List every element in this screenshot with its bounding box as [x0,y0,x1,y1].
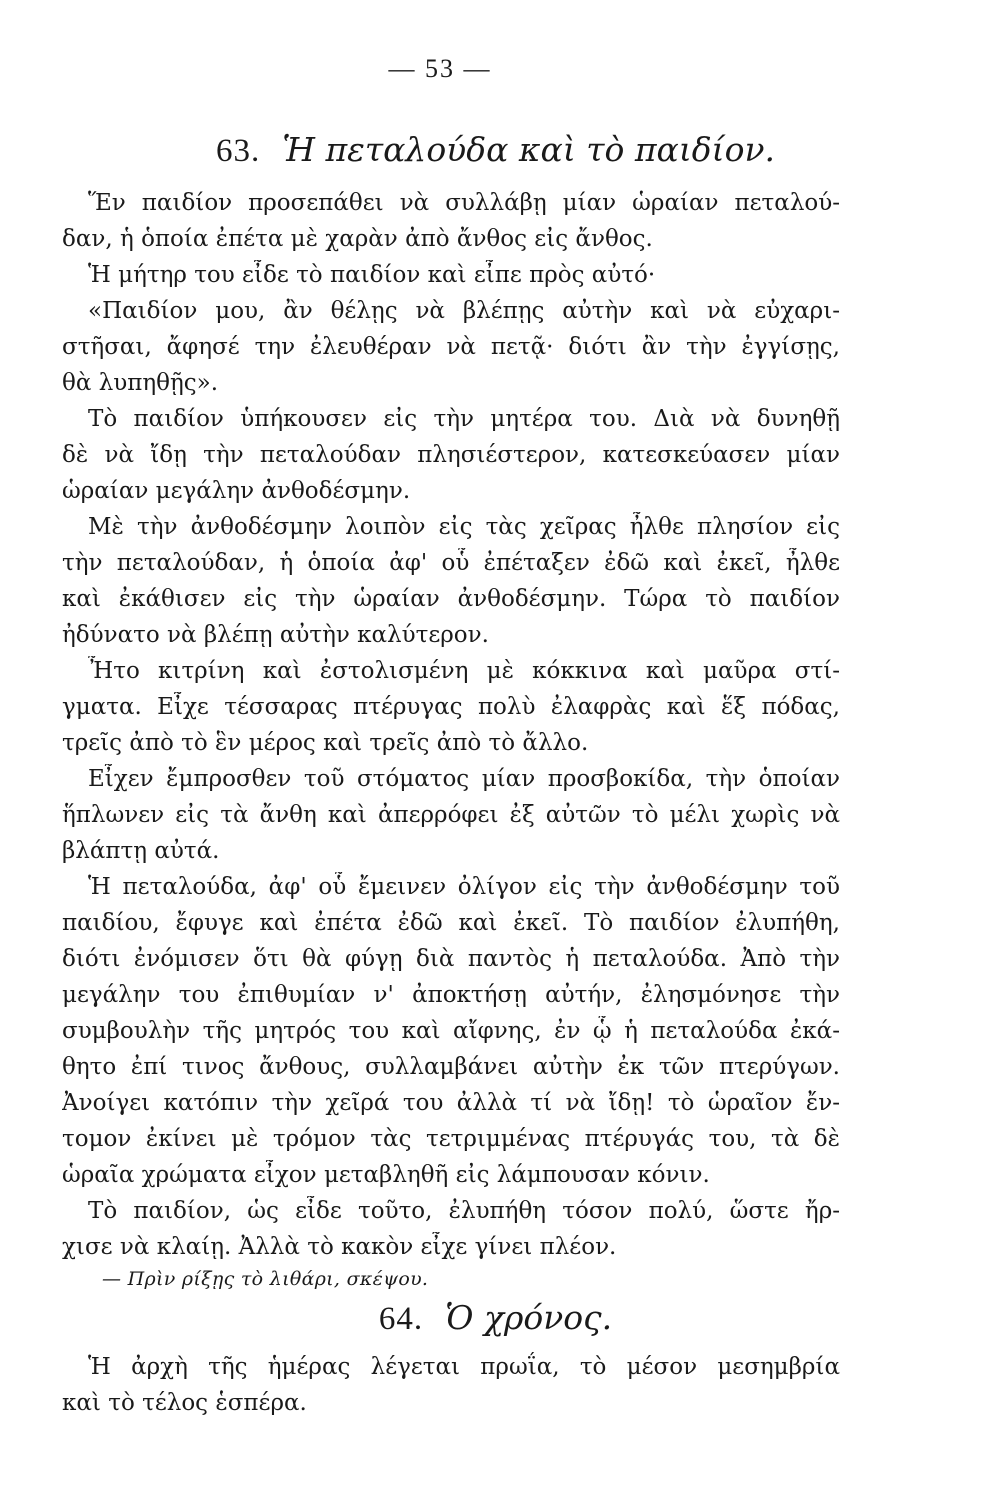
text-line: μεγάλην του ἐπιθυμίαν ν' ἀποκτήσῃ αὐτήν, ἐλησμόνησε τὴν [62,982,840,1008]
text-line: «Παιδίον μου, ἂν θέλῃς νὰ βλέπῃς αὐτὴν καὶ νὰ εὐχαρι- [88,298,840,324]
text-line: ὡραῖα χρώματα εἶχον μεταβληθῆ εἰς λάμπουσαν κόνιν. [62,1162,710,1188]
text-line: θὰ λυπηθῇς». [62,370,219,396]
text-line: βλάπτῃ αὐτά. [62,838,220,864]
text-line: χισε νὰ κλαίῃ. Ἀλλὰ τὸ κακὸν εἶχε γίνει πλέον. [62,1234,617,1260]
text-line: παιδίου, ἔφυγε καὶ ἐπέτα ἐδῶ καὶ ἐκεῖ. Τὸ παιδίον ἐλυπήθη, [62,910,840,936]
text-line: ἥπλωνεν εἰς τὰ ἄνθη καὶ ἀπερρόφει ἐξ αὐτῶν τὸ μέλι χωρὶς νὰ [62,802,840,828]
text-line: καὶ ἐκάθισεν εἰς τὴν ὡραίαν ἀνθοδέσμην. Τώρα τὸ παιδίον [62,586,840,612]
text-line: ὡραίαν μεγάλην ἀνθοδέσμην. [62,478,411,504]
text-line: τρεῖς ἀπὸ τὸ ἓν μέρος καὶ τρεῖς ἀπὸ τὸ ἄλλο. [62,730,589,756]
text-line: Ἦτο κιτρίνη καὶ ἐστολισμένη μὲ κόκκινα καὶ μαῦρα στί- [88,658,840,684]
text-line: στῆσαι, ἄφησέ την ἐλευθέραν νὰ πετᾷ· διότι ἂν τὴν ἐγγίσῃς, [62,334,840,360]
text-line: Τὸ παιδίον, ὡς εἶδε τοῦτο, ἐλυπήθη τόσον πολύ, ὥστε ἤρ- [88,1198,840,1224]
text-line: Ἀνοίγει κατόπιν τὴν χεῖρά του ἀλλὰ τί νὰ ἴδῃ! τὸ ὡραῖον ἔν- [62,1090,840,1116]
page-number: — 53 — [388,54,492,83]
text-line: τὴν πεταλούδαν, ἡ ὁποία ἀφ' οὗ ἐπέταξεν ἐδῶ καὶ ἐκεῖ, ἦλθε [62,550,840,576]
section-63-heading [0,130,991,170]
text-line: συμβουλὴν τῆς μητρός του καὶ αἴφνης, ἐν ᾧ ἡ πεταλούδα ἐκά- [62,1018,840,1044]
text-line: Ἕν παιδίον προσεπάθει νὰ συλλάβῃ μίαν ὡραίαν πεταλού- [88,190,840,216]
text-line: καὶ τὸ τέλος ἑσπέρα. [62,1390,307,1416]
text-line: διότι ἐνόμισεν ὅτι θὰ φύγῃ διὰ παντὸς ἡ πεταλούδα. Ἀπὸ τὴν [62,946,840,972]
text-line: δαν, ἡ ὁποία ἐπέτα μὲ χαρὰν ἀπὸ ἄνθος εἰς ἄνθος. [62,226,653,252]
section-number: 64. [378,1301,424,1337]
moral-attribution: — Πρὶν ρίξῃς τὸ λιθάρι, σκέψου. [102,1268,429,1290]
text-line: θητο ἐπί τινος ἄνθους, συλλαμβάνει αὐτὴν ἐκ τῶν πτερύγων. [62,1054,840,1080]
text-line: τομον ἐκίνει μὲ τρόμον τὰς τετριμμένας πτέρυγάς του, τὰ δὲ [62,1126,840,1152]
text-line: γματα. Εἶχε τέσσαρας πτέρυγας πολὺ ἐλαφρὰς καὶ ἕξ πόδας, [62,694,840,720]
text-line: ἠδύνατο νὰ βλέπῃ αὐτὴν καλύτερον. [62,622,489,648]
text-line: Εἶχεν ἔμπροσθεν τοῦ στόματος μίαν προσβοκίδα, τὴν ὁποίαν [88,766,840,792]
section-title: Ὁ χρόνος. [445,1298,613,1337]
text-line: Τὸ παιδίον ὑπήκουσεν εἰς τὴν μητέρα του. Διὰ νὰ δυνηθῇ [88,406,840,432]
text-line: Ἡ πεταλούδα, ἀφ' οὗ ἔμεινεν ὀλίγον εἰς τὴν ἀνθοδέσμην τοῦ [88,874,840,900]
section-number: 63. [215,133,261,169]
text-line: Μὲ τὴν ἀνθοδέσμην λοιπὸν εἰς τὰς χεῖρας ἦλθε πλησίον εἰς [88,514,840,540]
text-line: Ἡ μήτηρ του εἶδε τὸ παιδίον καὶ εἶπε πρὸς αὐτό· [88,262,656,288]
text-line: Ἡ ἀρχὴ τῆς ἡμέρας λέγεται πρωΐα, τὸ μέσον μεσημβρία [88,1354,840,1380]
section-64-heading [0,1298,991,1338]
text-line: δὲ νὰ ἴδῃ τὴν πεταλούδαν πλησιέστερον, κατεσκεύασεν μίαν [62,442,840,468]
section-title: Ἡ πεταλούδα καὶ τὸ παιδίον. [282,130,775,169]
